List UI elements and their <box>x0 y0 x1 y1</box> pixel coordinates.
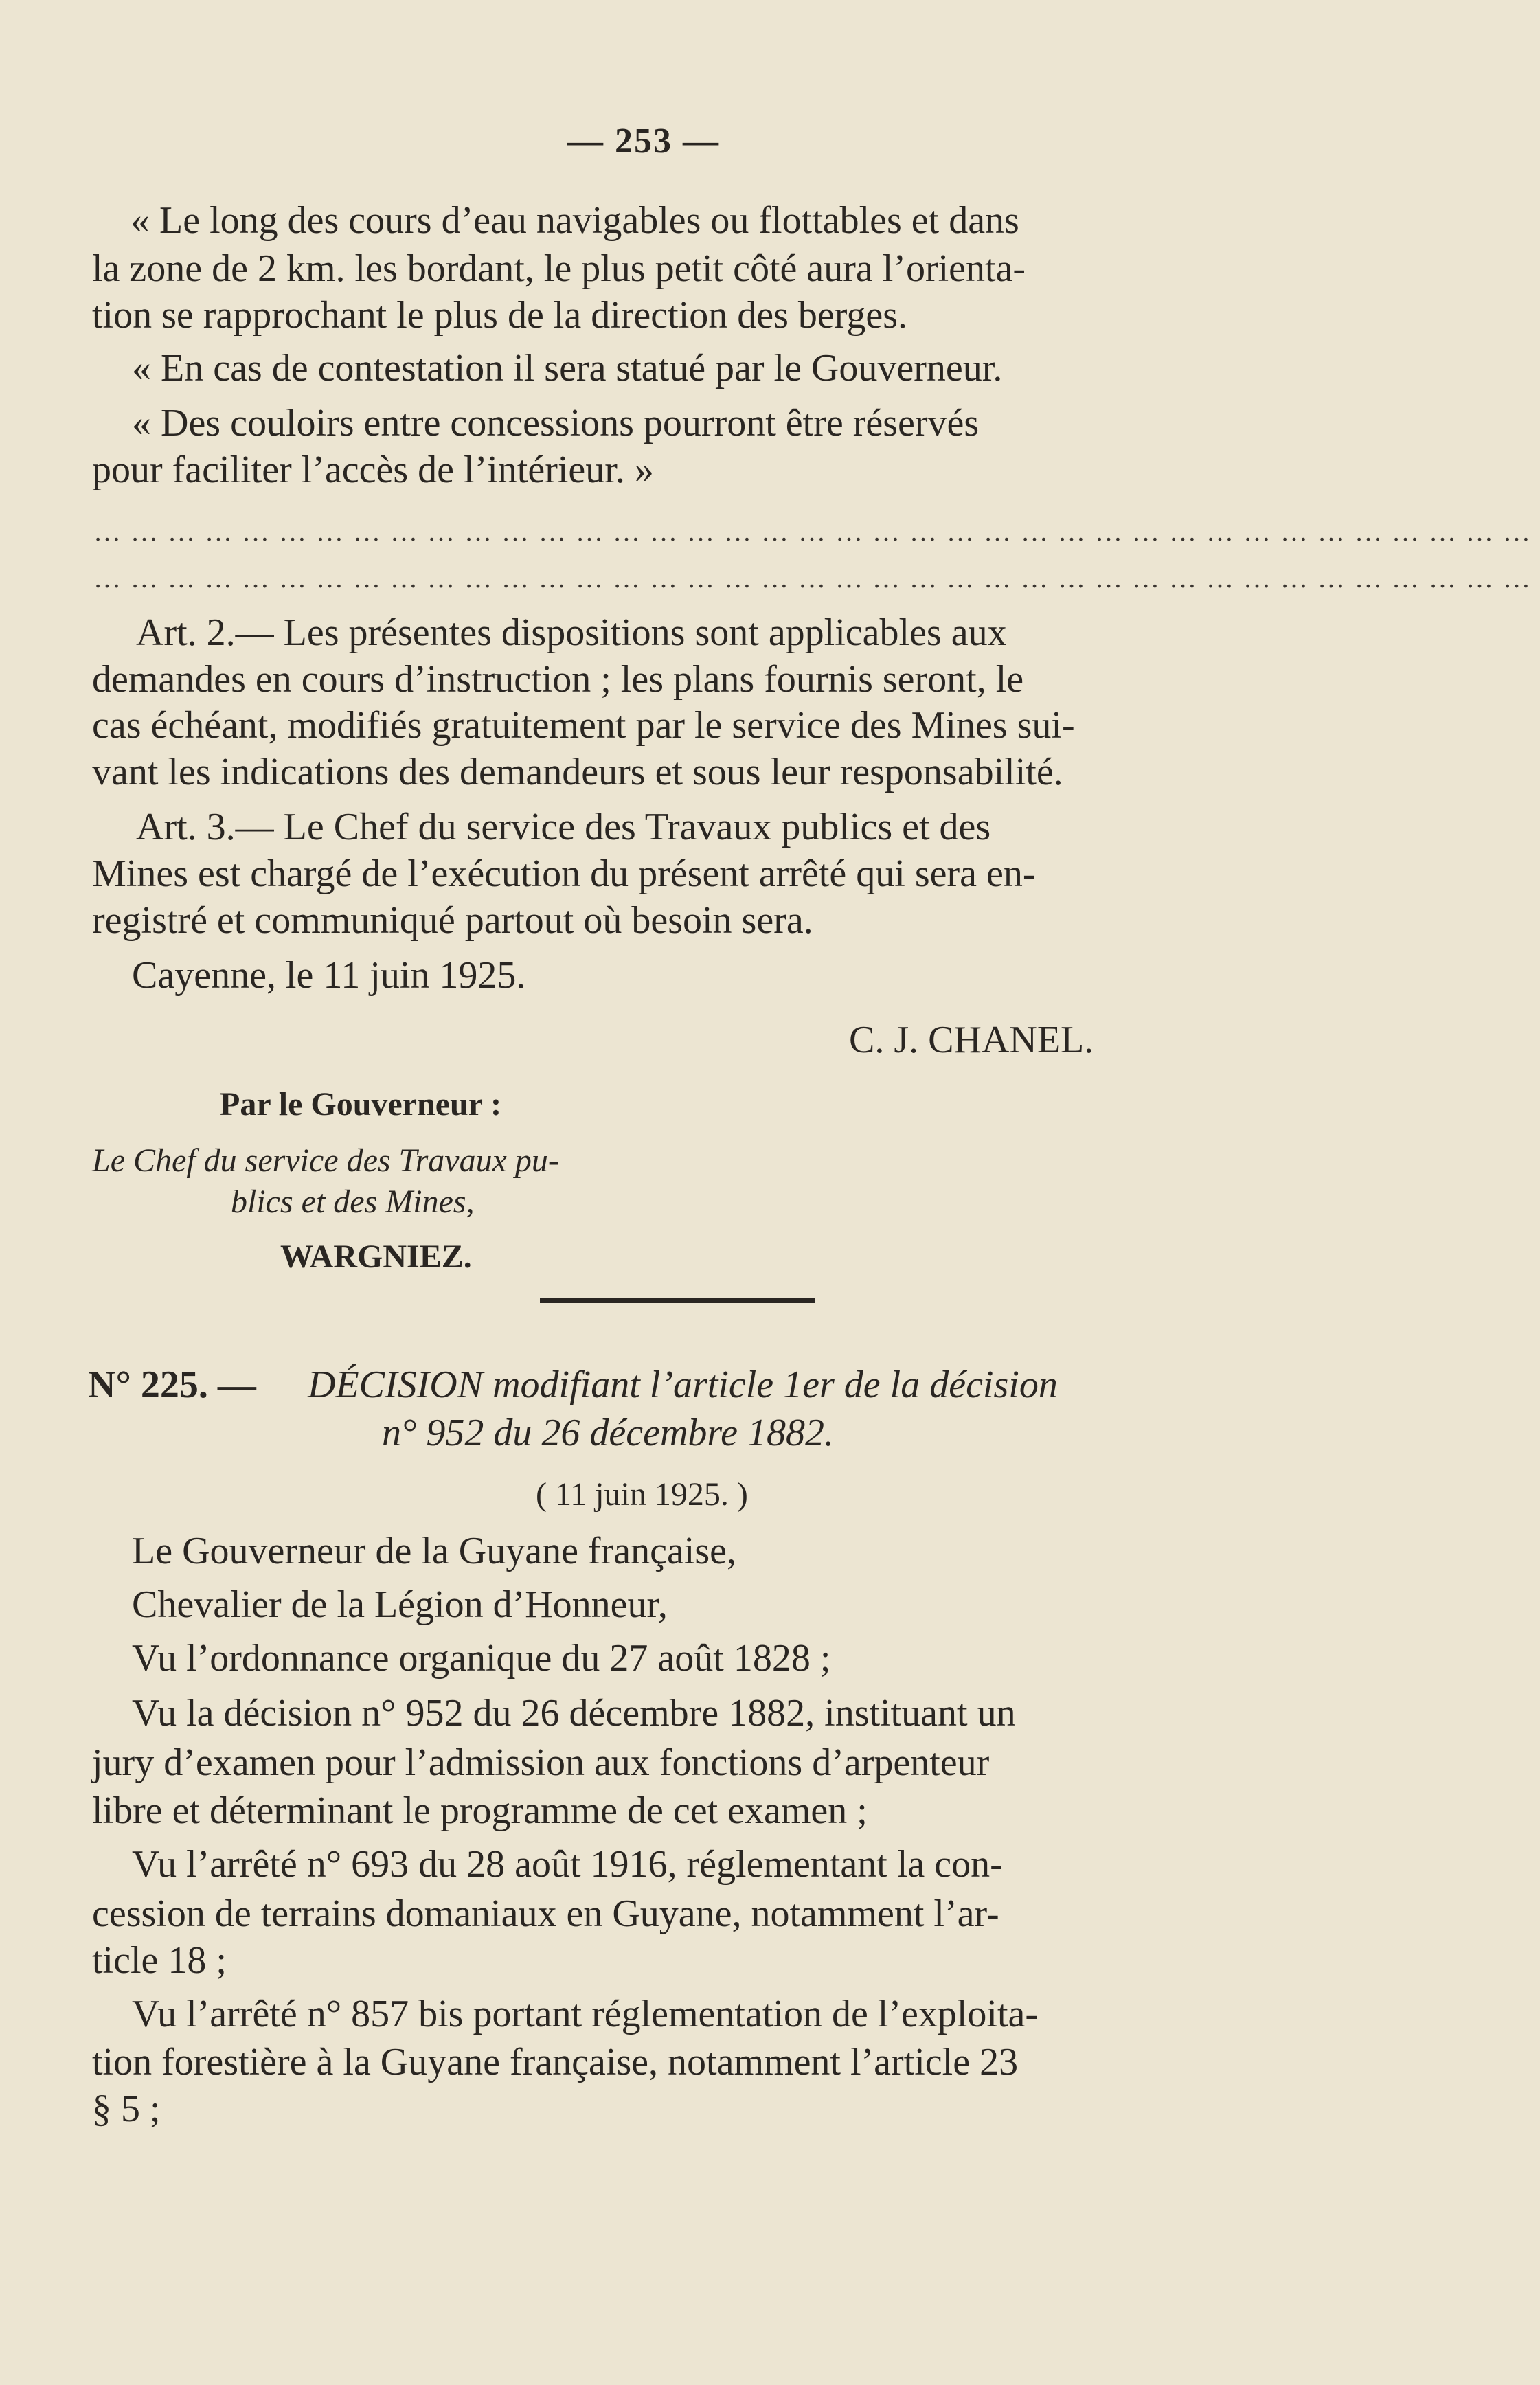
text-line: la zone de 2 km. les bordant, le plus petit côté aura l’orienta- <box>92 247 1026 290</box>
text-line: cession de terrains domaniaux en Guyane, notamment l’ar- <box>92 1892 999 1935</box>
date-line: Cayenne, le 11 juin 1925. <box>132 954 526 997</box>
text-line: Vu l’arrêté n° 857 bis portant réglementation de l’exploita- <box>132 1993 1039 2035</box>
countersign-chef: Le Chef du service des Travaux pu- <box>92 1142 559 1179</box>
page-number: — 253 — <box>567 122 720 161</box>
text-line: tion forestière à la Guyane française, notamment l’article 23 <box>92 2041 1019 2083</box>
text-line: ticle 18 ; <box>92 1939 227 1982</box>
text-line: cas échéant, modifiés gratuitement par le service des Mines sui- <box>92 704 1075 747</box>
countersign-par: Par le Gouverneur : <box>220 1086 502 1122</box>
text-line: § 5 ; <box>92 2088 161 2130</box>
text-line: « Le long des cours d’eau navigables ou flottables et dans <box>131 199 1019 242</box>
text-line: Vu l’ordonnance organique du 27 août 1828 ; <box>132 1637 831 1680</box>
elision-dots: ……………………………………………………………………………………………………… <box>93 516 1540 547</box>
countersign-chef: blics et des Mines, <box>231 1184 475 1220</box>
text-line: libre et déterminant le programme de cet examen ; <box>92 1789 868 1832</box>
decision-title: n° 952 du 26 décembre 1882. <box>382 1412 834 1454</box>
separator-rule <box>540 1298 815 1303</box>
text-line: Chevalier de la Légion d’Honneur, <box>132 1583 668 1626</box>
decision-title: DÉCISION modifiant l’article 1er de la décision <box>308 1364 1058 1406</box>
text-line: registré et communiqué partout où besoin sera. <box>92 899 813 942</box>
text-line: Art. 2.— Les présentes dispositions sont applicables aux <box>136 611 1007 654</box>
text-line: demandes en cours d’instruction ; les plans fournis seront, le <box>92 658 1024 701</box>
text-line: tion se rapprochant le plus de la direction des berges. <box>92 294 908 337</box>
countersign-name: WARGNIEZ. <box>280 1239 472 1275</box>
elision-dots: ……………………………………………………………………………………………………… <box>93 563 1540 594</box>
signature: C. J. CHANEL. <box>849 1019 1094 1061</box>
text-line: Art. 3.— Le Chef du service des Travaux publics et des <box>136 806 991 848</box>
text-line: Mines est chargé de l’exécution du présent arrêté qui sera en- <box>92 852 1036 895</box>
text-line: Vu l’arrêté n° 693 du 28 août 1916, réglementant la con- <box>132 1843 1003 1886</box>
text-line: jury d’examen pour l’admission aux fonctions d’arpenteur <box>92 1741 990 1784</box>
decision-date: ( 11 juin 1925. ) <box>536 1476 748 1513</box>
decision-number: N° 225. — <box>88 1364 256 1406</box>
text-line: « En cas de contestation il sera statué par le Gouverneur. <box>132 347 1003 389</box>
text-line: « Des couloirs entre concessions pourront être réservés <box>132 402 980 444</box>
text-line: pour faciliter l’accès de l’intérieur. » <box>92 449 654 491</box>
text-line: vant les indications des demandeurs et sous leur responsabilité. <box>92 751 1063 793</box>
text-line: Le Gouverneur de la Guyane française, <box>132 1530 737 1572</box>
text-line: Vu la décision n° 952 du 26 décembre 1882, instituant un <box>132 1692 1016 1734</box>
